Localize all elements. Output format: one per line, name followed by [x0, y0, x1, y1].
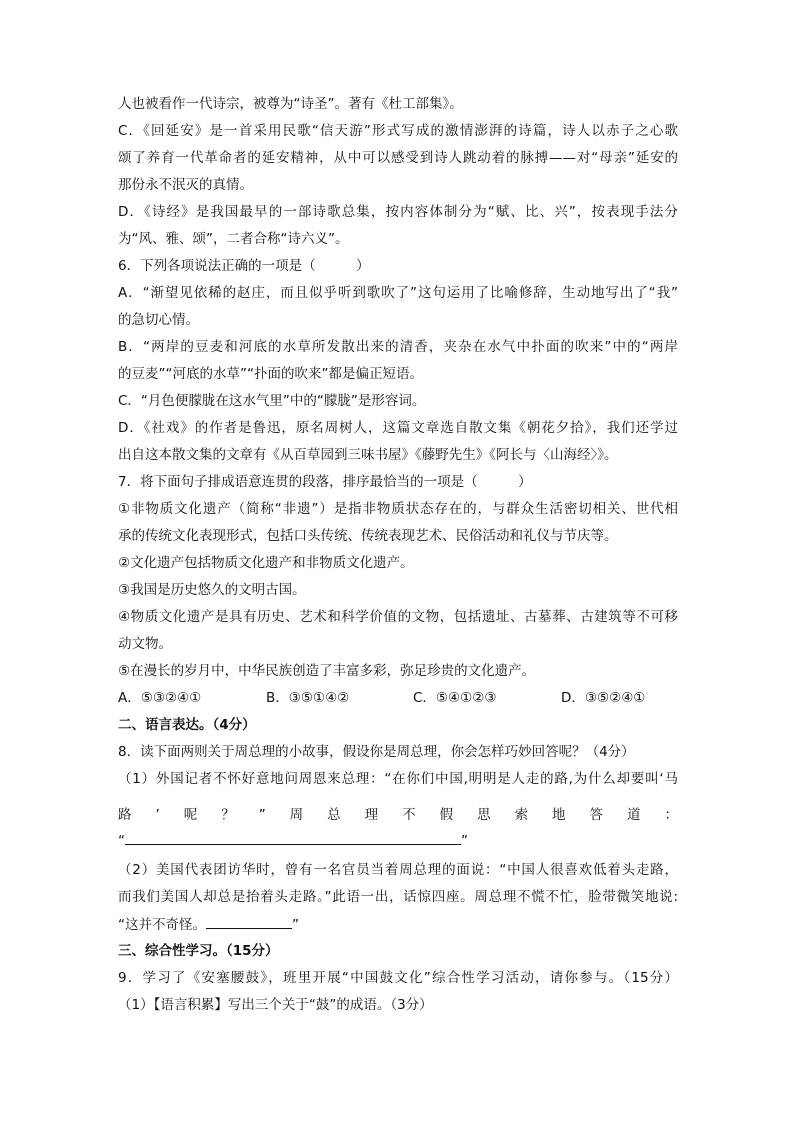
text-line: ①非物质文化遗产（简称“非遗”）是指非物质状态存在的，与群众生活密切相关、世代相	[118, 501, 678, 517]
answer-prefix: “这并不奇怪。	[118, 917, 206, 933]
text-line: ③我国是历史悠久的文明古国。	[118, 582, 306, 598]
answer-blank-1[interactable]	[125, 830, 461, 845]
text-line: ⑤在漫长的岁月中，中华民族创造了丰富多彩，弥足珍贵的文化遗产。	[118, 663, 536, 679]
answer-blank-2[interactable]	[206, 914, 292, 929]
open-quote: “	[118, 833, 125, 849]
text-line: B．“两岸的豆麦和河底的水草所发散出来的清香，夹杂在水气中扑面的吹来”中的“两岸	[118, 339, 678, 355]
question-7-stem: 7．将下面句子排成语意连贯的段落，排序最恰当的一项是（ ）	[118, 474, 532, 490]
text-line: 颂了养育一代革命者的延安精神，从中可以感受到诗人跳动着的脉搏——对“母亲”延安的	[118, 150, 678, 166]
close-quote: ”	[461, 833, 468, 849]
close-quote: ”	[292, 917, 299, 933]
section-3-heading: 三、综合性学习。（15分）	[118, 943, 279, 959]
q7-option-b: B．③⑤①④②	[266, 690, 350, 706]
text-line: 那份永不泯灭的真情。	[118, 177, 253, 193]
text-line: C．“月色便朦胧在这水气里”中的“朦胧”是形容词。	[118, 393, 426, 409]
answer-line-1	[118, 830, 678, 851]
q7-option-c: C．⑤④①②③	[413, 690, 497, 706]
text-line: 的豆麦”“河底的水草”“扑面的吹来”都是偏正短语。	[118, 366, 423, 382]
text-line: A．“渐望见依稀的赵庄，而且似乎听到歌吹了”这句运用了比喻修辞，生动地写出了“我”	[118, 285, 678, 301]
text-line: （1）【语言积累】写出三个关于“鼓”的成语。（3分）	[118, 997, 433, 1013]
text-line: 人也被看作一代诗宗，被尊为“诗圣”。著有《杜工部集》。	[118, 96, 463, 112]
text-line: ④物质文化遗产是具有历史、艺术和科学价值的文物，包括遗址、古墓葬、古建筑等不可移	[118, 609, 678, 625]
q7-option-d: D．③⑤②④①	[561, 690, 646, 706]
text-line: （1）外国记者不怀好意地问周恩来总理：“在你们中国,明明是人走的路,为什么却要叫‘马	[118, 771, 678, 787]
text-line: 动文物。	[118, 636, 172, 652]
question-9-stem: 9．学习了《安塞腰鼓》，班里开展“中国鼓文化”综合性学习活动，请你参与。（15分）	[118, 970, 678, 986]
text-line: 路’呢？”周总理不假思索地答道：	[118, 807, 678, 823]
text-line: 为“风、雅、颂”，二者合称“诗六义”。	[118, 231, 349, 247]
answer-line-2	[118, 914, 678, 935]
text-line: 承的传统文化表现形式，包括口头传统、传统表现艺术、民俗活动和礼仪与节庆等。	[118, 528, 618, 544]
text-line: 而我们美国人却总是抬着头走路。”此语一出，话惊四座。周总理不慌不忙，脸带微笑地说:	[118, 889, 678, 905]
text-line: 的急切心情。	[118, 312, 199, 328]
text-line: 出自这本散文集的文章有《从百草园到三味书屋》《藤野先生》《阿长与〈山海经〉》。	[118, 447, 618, 463]
question-8-stem: 8．读下面两则关于周总理的小故事，假设你是周总理，你会怎样巧妙回答呢？（4分）	[118, 744, 635, 760]
text-line: （2）美国代表团访华时，曾有一名官员当着周总理的面说：“中国人很喜欢低着头走路，	[118, 862, 678, 878]
text-line: ②文化遗产包括物质文化遗产和非物质文化遗产。	[118, 555, 414, 571]
section-2-heading: 二、语言表达。（4分）	[118, 717, 256, 733]
text-line: D．《诗经》是我国最早的一部诗歌总集，按内容体制分为“赋、比、兴”，按表现手法分	[118, 204, 678, 220]
q7-option-a: A．⑤③②④①	[118, 690, 202, 706]
text-line: D．《社戏》的作者是鲁迅，原名周树人，这篇文章选自散文集《朝花夕拾》，我们还学过	[118, 420, 678, 436]
question-6-stem: 6．下列各项说法正确的一项是（ ）	[118, 258, 370, 274]
text-line: C．《回延安》是一首采用民歌“信天游”形式写成的激情澎湃的诗篇，诗人以赤子之心歌	[118, 123, 678, 139]
